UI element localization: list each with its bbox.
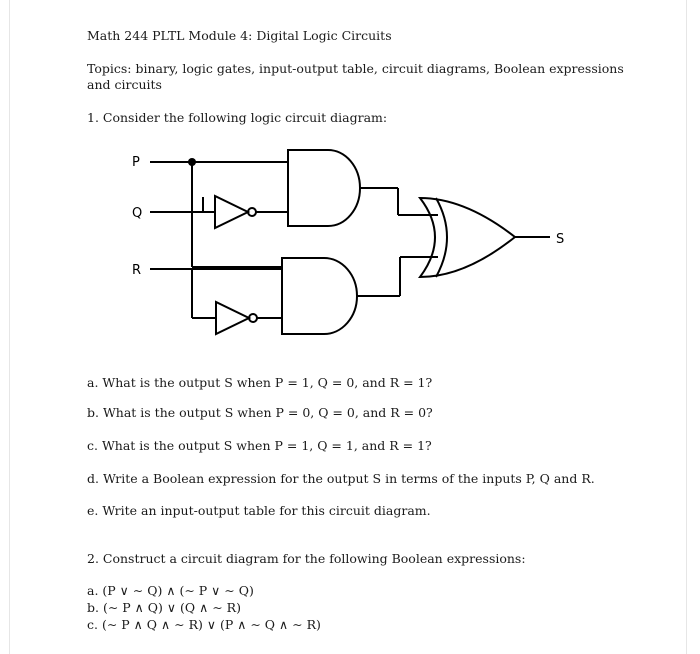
and-gate-lower — [282, 258, 357, 334]
label-q: Q — [132, 206, 143, 221]
not-gate-lower — [216, 302, 249, 334]
expression-a: a. (P ∨ ∼ Q) ∧ (∼ P ∨ ∼ Q) — [87, 583, 254, 598]
topics-text: Topics: binary, logic gates, input-output table, circuit diagrams, Boolean expressions and circuits — [87, 61, 624, 92]
junction-dot — [188, 158, 196, 166]
question-1b: b. What is the output S when P = 0, Q = 0, and R = 0? — [87, 405, 433, 420]
document-page — [9, 0, 687, 654]
logic-circuit-diagram — [10, 140, 686, 350]
question-2-prompt: 2. Construct a circuit diagram for the following Boolean expressions: — [87, 551, 526, 566]
label-s: S — [556, 232, 565, 247]
document-title: Math 244 PLTL Module 4: Digital Logic Circuits — [87, 28, 392, 43]
question-1d: d. Write a Boolean expression for the output S in terms of the inputs P, Q and R. — [87, 471, 595, 486]
question-1c: c. What is the output S when P = 1, Q = 1, and R = 1? — [87, 438, 432, 453]
or-gate — [420, 198, 515, 277]
expression-b: b. (∼ P ∧ Q) ∨ (Q ∧ ∼ R) — [87, 600, 241, 615]
label-r: R — [132, 263, 142, 278]
question-1e: e. Write an input-output table for this circuit diagram. — [87, 503, 431, 518]
expression-c: c. (∼ P ∧ Q ∧ ∼ R) ∨ (P ∧ ∼ Q ∧ ∼ R) — [87, 617, 321, 632]
and-gate-upper — [288, 150, 360, 226]
question-1-prompt: 1. Consider the following logic circuit diagram: — [87, 110, 388, 125]
not-gate-upper — [215, 196, 248, 228]
label-p: P — [132, 155, 140, 170]
question-1a: a. What is the output S when P = 1, Q = 0, and R = 1? — [87, 375, 433, 390]
